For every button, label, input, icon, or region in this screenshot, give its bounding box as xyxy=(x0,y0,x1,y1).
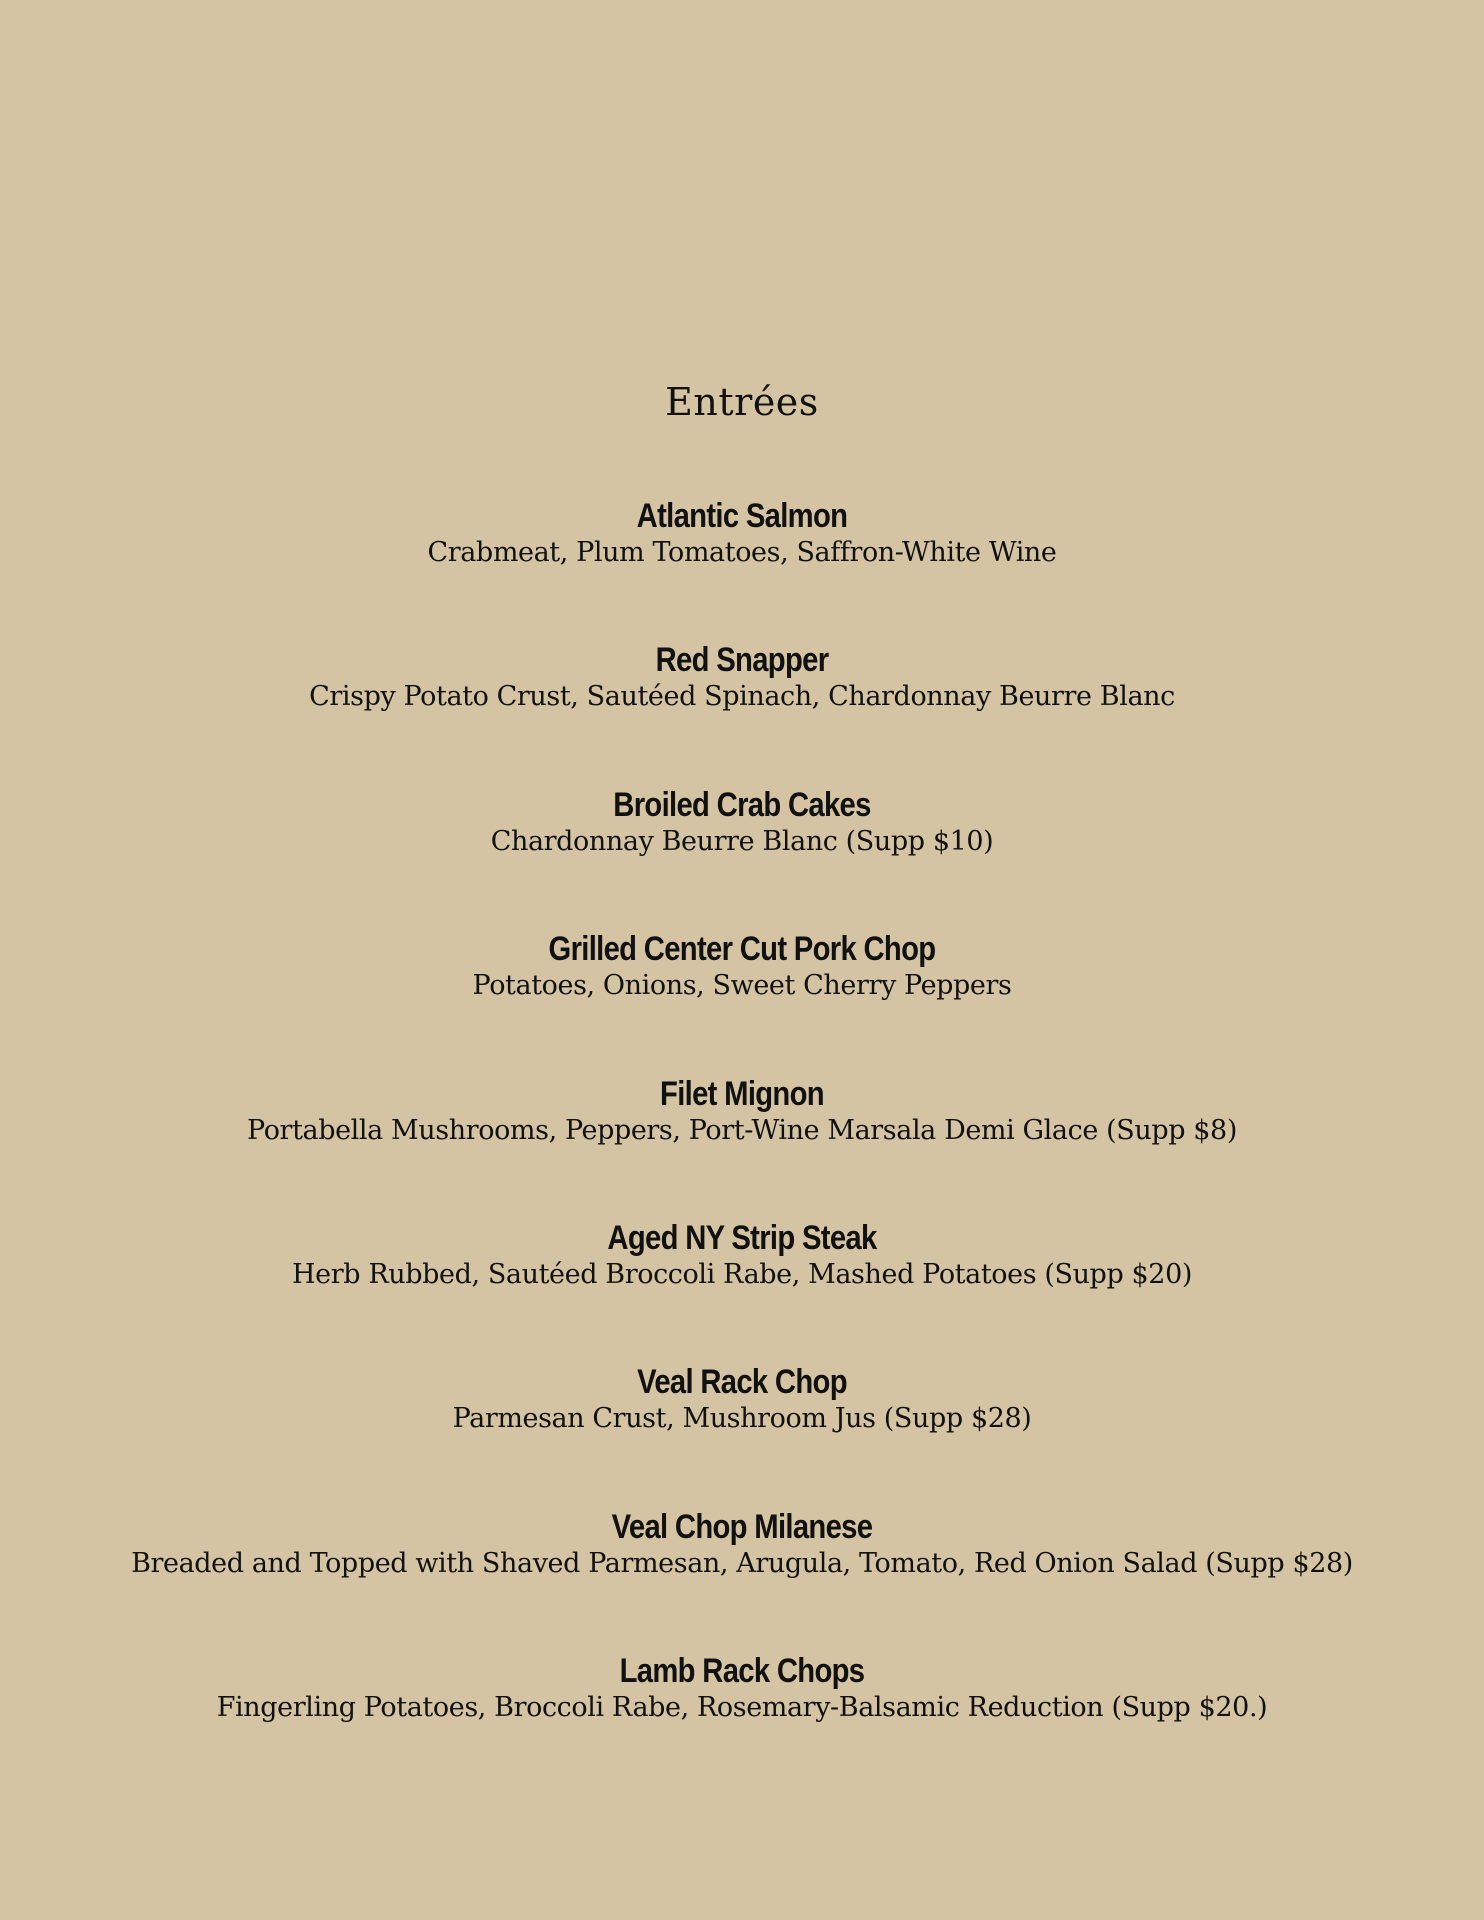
menu-item xyxy=(0,1362,1484,1436)
item-description: Crispy Potato Crust, Sautéed Spinach, Chardonnay Beurre Blanc xyxy=(309,681,1175,712)
item-name: Aged NY Strip Steak xyxy=(607,1219,877,1257)
menu-item xyxy=(0,785,1484,859)
item-description: Chardonnay Beurre Blanc (Supp $10) xyxy=(490,826,994,857)
item-description: Parmesan Crust, Mushroom Jus (Supp $28) xyxy=(452,1403,1032,1434)
menu-item xyxy=(0,640,1484,714)
item-name: Veal Chop Milanese xyxy=(611,1508,873,1546)
item-name: Atlantic Salmon xyxy=(636,497,848,535)
item-description: Crabmeat, Plum Tomatoes, Saffron-White Wine xyxy=(427,537,1057,568)
menu-item xyxy=(0,1218,1484,1292)
item-name: Filet Mignon xyxy=(660,1075,824,1113)
item-description: Portabella Mushrooms, Peppers, Port-Wine Marsala Demi Glace (Supp $8) xyxy=(247,1115,1237,1146)
item-name: Lamb Rack Chops xyxy=(619,1652,865,1690)
item-name: Broiled Crab Cakes xyxy=(613,786,871,824)
item-name: Red Snapper xyxy=(655,641,829,679)
menu-item xyxy=(0,496,1484,570)
item-name: Veal Rack Chop xyxy=(637,1363,847,1401)
item-description: Potatoes, Onions, Sweet Cherry Peppers xyxy=(472,970,1012,1001)
item-name: Grilled Center Cut Pork Chop xyxy=(548,930,936,968)
menu-item xyxy=(0,929,1484,1003)
menu-item xyxy=(0,1507,1484,1581)
item-description: Breaded and Topped with Shaved Parmesan, Arugula, Tomato, Red Onion Salad (Supp $28) xyxy=(131,1548,1353,1579)
item-description: Fingerling Potatoes, Broccoli Rabe, Rosemary-Balsamic Reduction (Supp $20.) xyxy=(216,1692,1268,1723)
item-description: Herb Rubbed, Sautéed Broccoli Rabe, Mashed Potatoes (Supp $20) xyxy=(292,1259,1192,1290)
section-title: Entrées xyxy=(665,380,819,424)
menu-item xyxy=(0,1651,1484,1725)
menu-item xyxy=(0,1074,1484,1148)
